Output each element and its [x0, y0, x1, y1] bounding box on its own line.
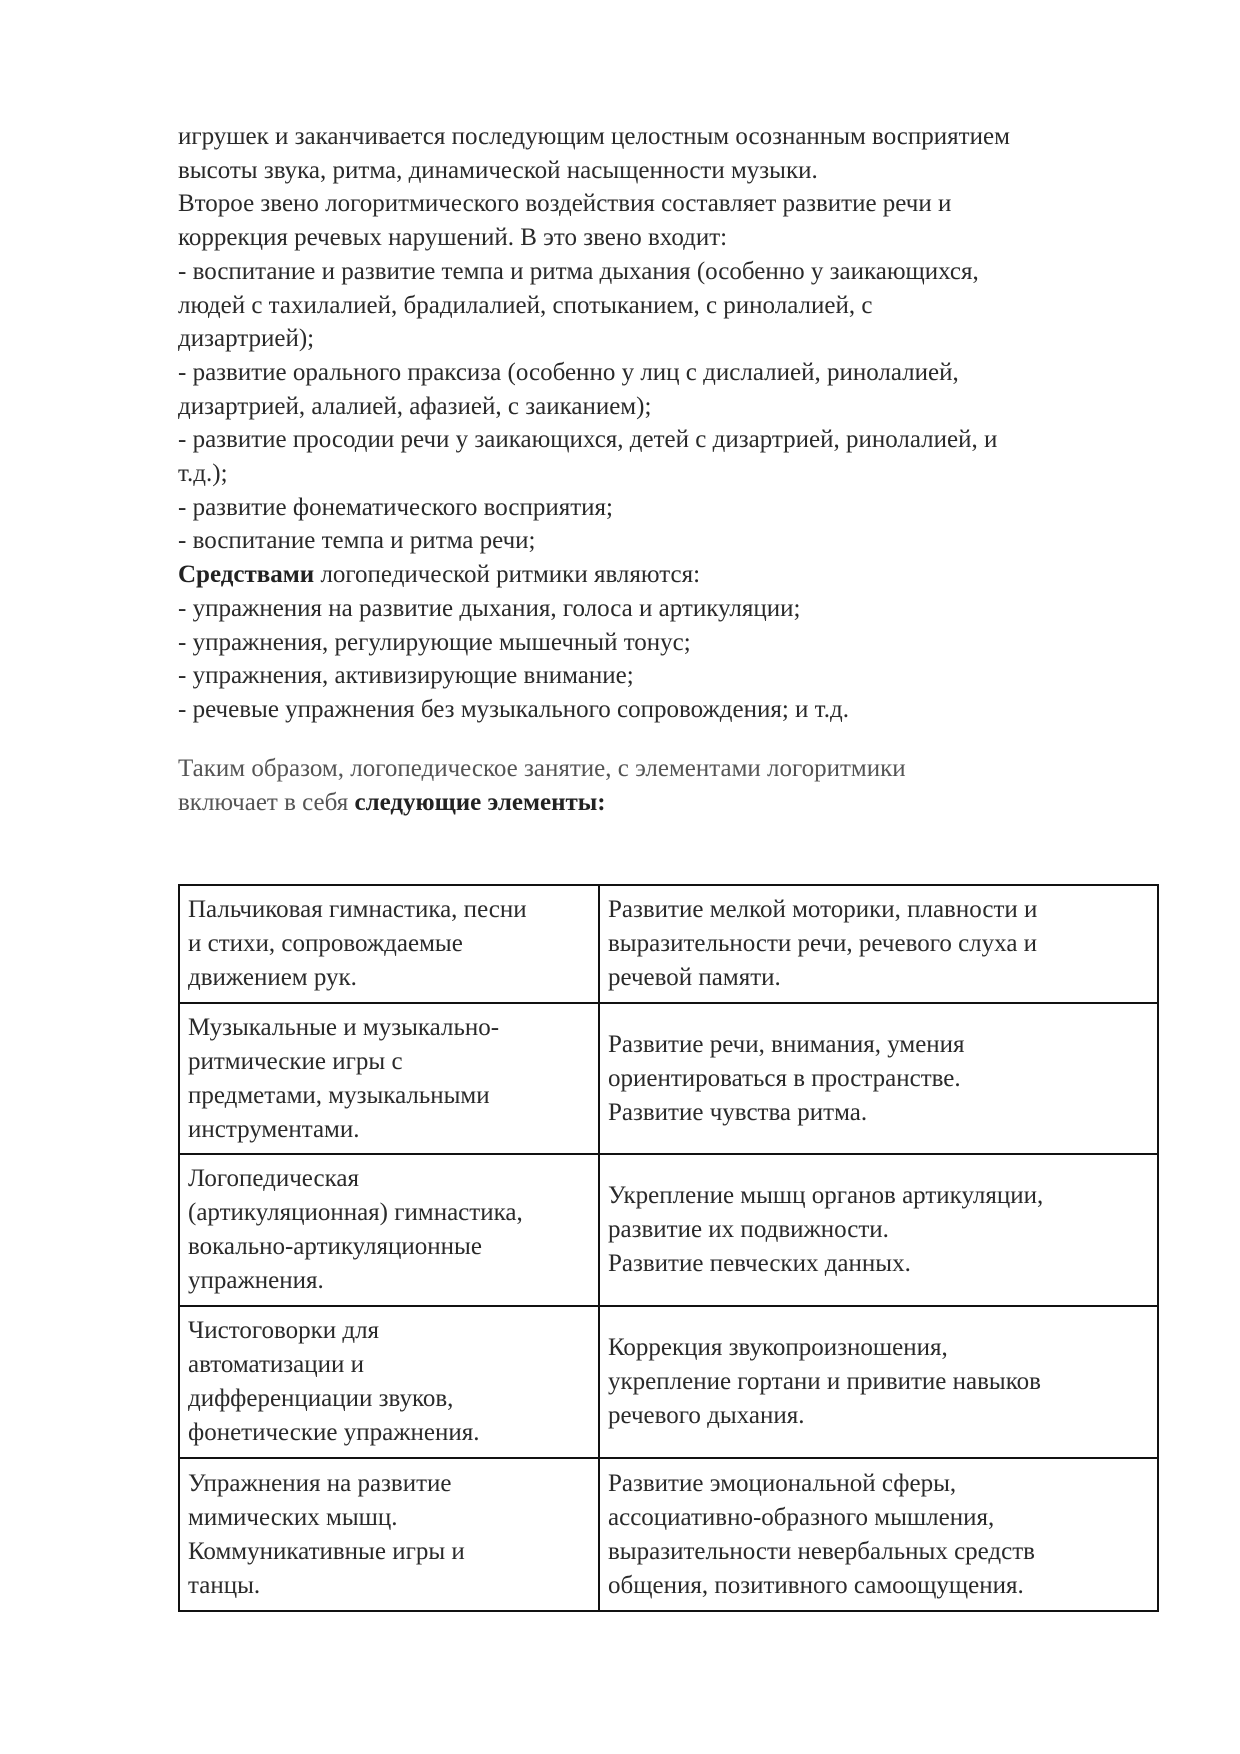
text: высоты звука, ритма, динамической насыщенности музыки. [178, 156, 818, 184]
cell-line: развитие их подвижности. [608, 1216, 889, 1243]
body-line [178, 524, 535, 558]
cell-line: речевой памяти. [608, 964, 781, 991]
summary-line [178, 786, 606, 820]
text: - развитие орального праксиза (особенно у лиц с дислалией, ринолалией, [178, 358, 959, 386]
text: дизартрией); [178, 325, 315, 353]
body-line [178, 154, 818, 188]
summary-line [178, 752, 906, 786]
cell-line: (артикуляционная) гимнастика, [188, 1199, 523, 1226]
cell-line: вокально-артикуляционные [188, 1233, 482, 1260]
body-line [178, 255, 979, 289]
body-line [178, 558, 700, 592]
table-row [179, 1003, 1158, 1154]
text: коррекция речевых нарушений. В это звено входит: [178, 224, 728, 252]
cell-line: укрепление гортани и привитие навыков [608, 1368, 1041, 1395]
cell-line: Коррекция звукопроизношения, [608, 1334, 948, 1361]
cell-line: автоматизации и [188, 1351, 365, 1378]
table-row [179, 1458, 1158, 1611]
cell-line: Развитие певческих данных. [608, 1250, 911, 1277]
body-line [178, 289, 872, 323]
bold-text: Средствами [178, 561, 315, 589]
cell-line: Развитие чувства ритма. [608, 1098, 868, 1126]
cell-line: ассоциативно-образного мышления, [608, 1503, 995, 1531]
cell-line: дифференциации звуков, [188, 1385, 454, 1412]
body-line [178, 491, 613, 525]
text: - развитие фонематического восприятия; [178, 493, 613, 521]
cell-line: предметами, музыкальными [188, 1081, 490, 1109]
cell-line: Укрепление мышц органов артикуляции, [608, 1182, 1044, 1209]
table-cell-left [179, 1154, 599, 1306]
body-line [178, 423, 997, 457]
text: включает в себя [178, 788, 355, 816]
body-line [178, 659, 634, 693]
text: - речевые упражнения без музыкального сопровождения; и т.д. [178, 695, 849, 723]
cell-line: танцы. [188, 1571, 261, 1599]
table-row [179, 1154, 1158, 1306]
cell-line: выразительности невербальных средств [608, 1537, 1035, 1565]
table-cell-right [599, 1003, 1158, 1154]
cell-line: движением рук. [188, 964, 357, 991]
cell-line: Развитие речи, внимания, умения [608, 1030, 965, 1058]
cell-line: Развитие эмоциональной сферы, [608, 1469, 957, 1497]
text: - упражнения, регулирующие мышечный тонус; [178, 628, 691, 656]
cell-line: ориентироваться в пространстве. [608, 1064, 961, 1092]
text: логопедической ритмики являются: [314, 561, 701, 589]
cell-line: инструментами. [188, 1115, 360, 1143]
text: - упражнения на развитие дыхания, голоса и артикуляции; [178, 594, 801, 622]
cell-line: мимических мышц. [188, 1503, 398, 1531]
text: - воспитание темпа и ритма речи; [178, 527, 536, 555]
body-line [178, 187, 951, 221]
text: - упражнения, активизирующие внимание; [178, 662, 634, 690]
table-cell-right [599, 1458, 1158, 1611]
body-line [178, 457, 228, 491]
text: - воспитание и развитие темпа и ритма дыхания (особенно у заикающихся, [178, 257, 979, 285]
table-row [179, 885, 1158, 1003]
body-line [178, 390, 651, 424]
text: т.д.); [178, 460, 228, 487]
table-cell-right [599, 1306, 1158, 1458]
table-cell-right [599, 1154, 1158, 1306]
body-line [178, 626, 691, 660]
cell-line: ритмические игры с [188, 1047, 403, 1075]
text: дизартрией, алалией, афазией, с заиканием); [178, 392, 652, 420]
table-cell-left [179, 1306, 599, 1458]
cell-line: выразительности речи, речевого слуха и [608, 930, 1038, 957]
cell-line: фонетические упражнения. [188, 1419, 480, 1446]
text: - развитие просодии речи у заикающихся, детей с дизартрией, ринолалией, и [178, 426, 998, 454]
text: Таким образом, логопедическое занятие, с элементами логоритмики [178, 755, 906, 782]
table-row [179, 1306, 1158, 1458]
table-cell-right [599, 885, 1158, 1003]
cell-line: Упражнения на развитие [188, 1469, 452, 1497]
text: Второе звено логоритмического воздействия составляет развитие речи и [178, 190, 952, 218]
cell-line: Чистоговорки для [188, 1317, 380, 1344]
table-cell-left [179, 885, 599, 1003]
cell-line: Коммуникативные игры и [188, 1537, 465, 1565]
body-line [178, 322, 314, 356]
body-line [178, 356, 959, 390]
cell-line: Логопедическая [188, 1165, 359, 1192]
table-cell-left [179, 1003, 599, 1154]
cell-line: речевого дыхания. [608, 1402, 805, 1429]
elements-table [178, 884, 1159, 1612]
cell-line: Музыкальные и музыкально- [188, 1013, 500, 1041]
text: людей с тахилалией, брадилалией, спотыканием, с ринолалией, с [178, 291, 873, 319]
bold-text: следующие элементы: [354, 788, 606, 816]
table-cell-left [179, 1458, 599, 1611]
body-line [178, 221, 727, 255]
body-line [178, 693, 849, 727]
text: игрушек и заканчивается последующим целостным осознанным восприятием [178, 123, 1010, 150]
cell-line: Развитие мелкой моторики, плавности и [608, 896, 1038, 923]
cell-line: и стихи, сопровождаемые [188, 930, 463, 957]
body-line [178, 120, 1010, 154]
body-line [178, 592, 800, 626]
cell-line: общения, позитивного самоощущения. [608, 1571, 1024, 1599]
cell-line: Пальчиковая гимнастика, песни [188, 896, 527, 923]
cell-line: упражнения. [188, 1267, 324, 1294]
